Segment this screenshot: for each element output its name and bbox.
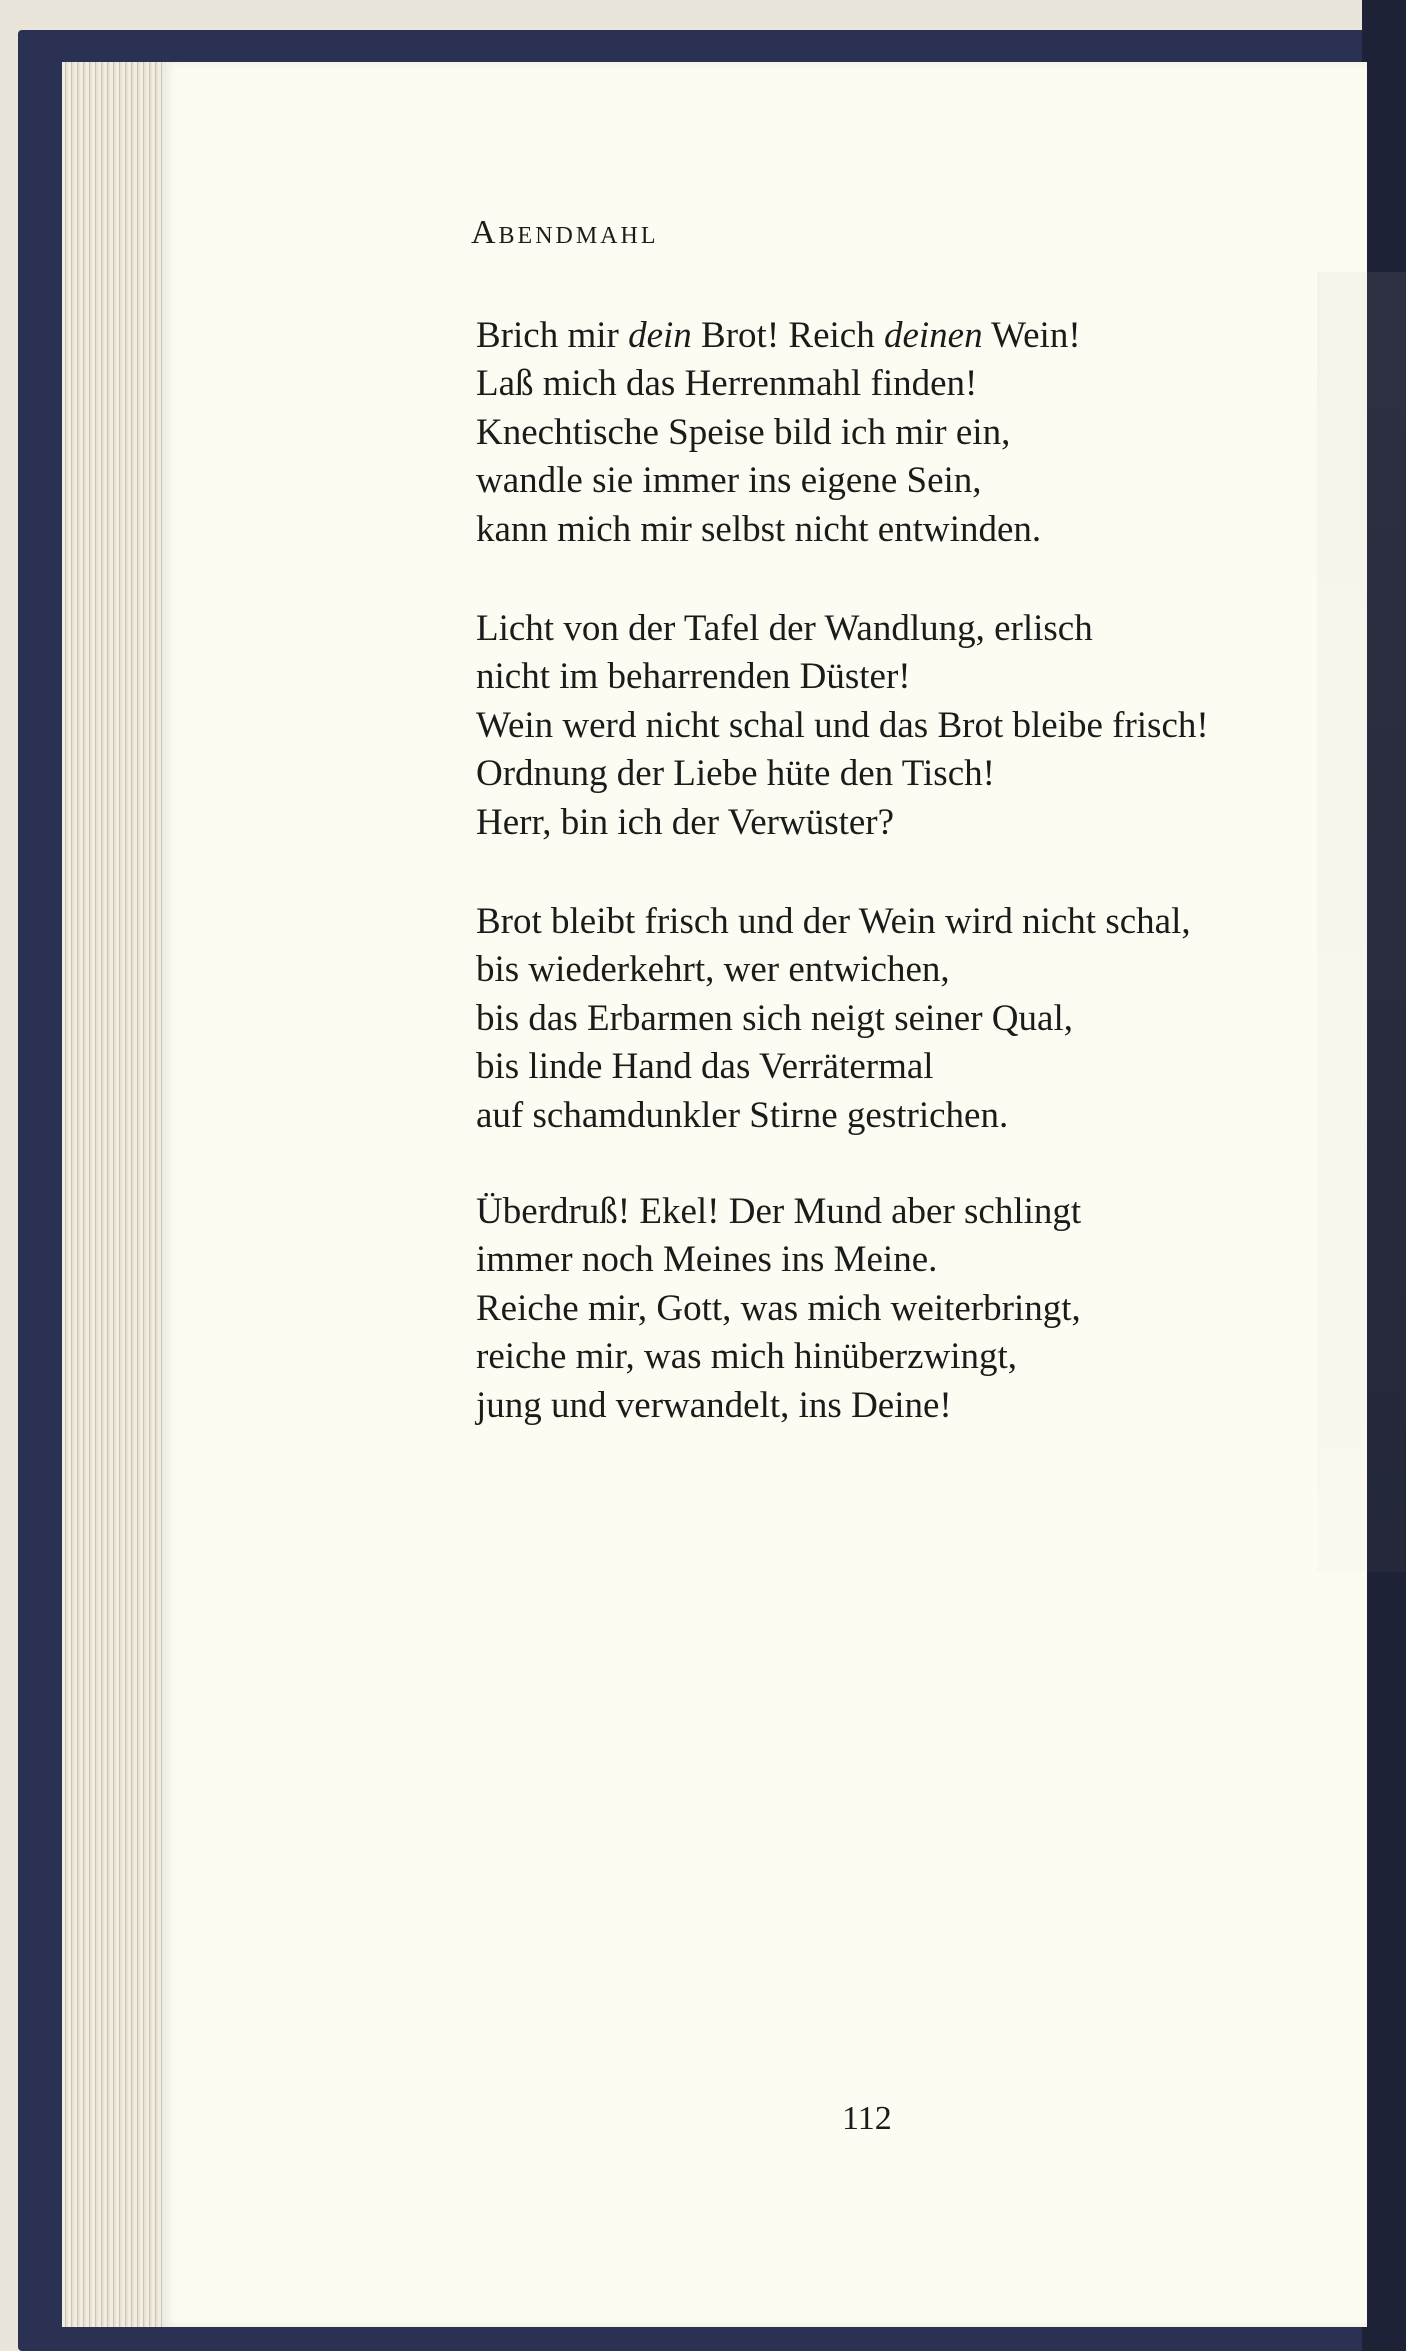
stanza [476,605,1209,847]
poem-line: wandle sie immer ins eigene Sein, [476,460,982,502]
poem-line: immer noch Meines ins Meine. [476,1239,938,1281]
poem-line: Überdruß! Ekel! Der Mund aber schlingt [476,1191,1082,1232]
poem-line [476,312,1081,360]
poem-line: Laß mich das Herrenmahl finden! [476,363,978,405]
stanza [476,1188,1081,1430]
poem-line: Ordnung der Liebe hüte den Tisch! [476,753,995,795]
poem-line: Reiche mir, Gott, was mich weiterbringt, [476,1287,1081,1329]
page-edges [62,62,163,2327]
poem-line: kann mich mir selbst nicht entwinden. [476,508,1042,550]
poem-line: bis linde Hand das Verrätermal [476,1046,934,1088]
facing-page-show-through [1317,272,1406,1572]
emphasized-word: deinen [883,315,983,356]
line-fragment: Brich mir [476,315,629,356]
poem-line: reiche mir, was mich hinüberzwingt, [476,1336,1018,1378]
poem-line: bis wiederkehrt, wer entwichen, [476,949,950,991]
emphasized-word: dein [628,315,692,356]
poem-line: Herr, bin ich der Verwüster? [476,801,895,843]
stanza [476,312,1081,554]
poem-line: bis das Erbarmen sich neigt seiner Qual, [476,997,1073,1039]
poem-line: Knechtische Speise bild ich mir ein, [476,411,1011,453]
page-number: 112 [842,2100,892,2137]
poem-line: Licht von der Tafel der Wandlung, erlisch [476,608,1093,649]
poem-line: jung und verwandelt, ins Deine! [476,1384,952,1426]
poem-line: nicht im beharrenden Düster! [476,656,911,698]
poem-line: Brot bleibt frisch und der Wein wird nicht schal, [476,901,1191,942]
poem-title: Abendmahl [471,214,659,251]
line-fragment: Wein! [982,315,1081,356]
poem-line: Wein werd nicht schal und das Brot bleibe frisch! [476,704,1209,746]
stanza [476,898,1191,1140]
poem-line: auf schamdunkler Stirne gestrichen. [476,1094,1009,1136]
line-fragment: Brot! Reich [691,315,884,356]
